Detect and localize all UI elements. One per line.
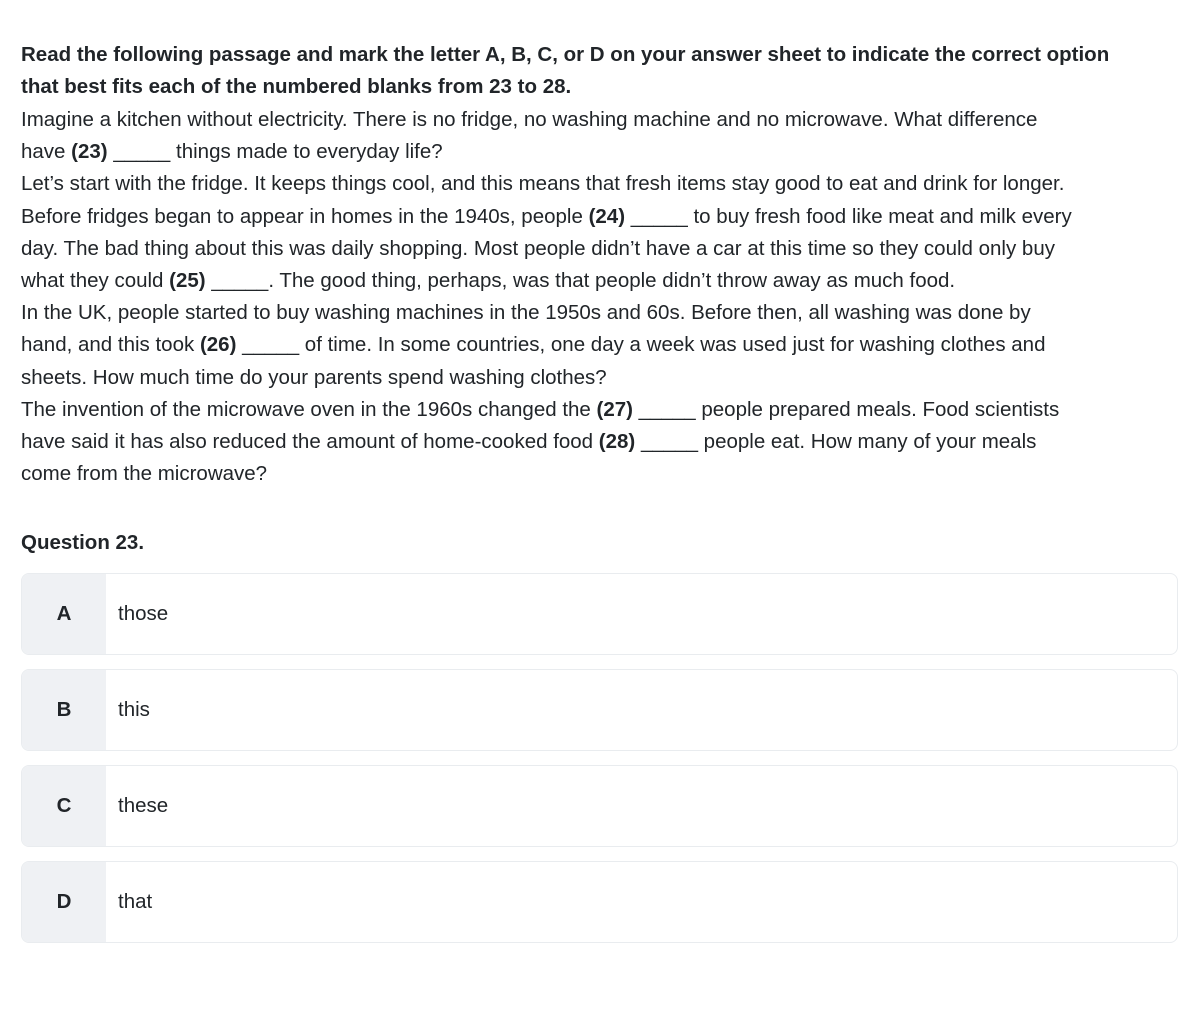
passage-line: Before fridges began to appear in homes in the 1940s, people (24) _____ to buy fresh food like meat and milk every [21, 204, 1072, 228]
option-letter: A [22, 574, 106, 654]
instruction-line-2: that best fits each of the numbered blanks from 23 to 28. [21, 75, 572, 99]
option-text: those [118, 602, 169, 625]
blank-number-26: (26) [199, 333, 237, 357]
blank-number-28: (28) [598, 430, 636, 454]
passage-line: day. The bad thing about this was daily shopping. Most people didn’t have a car at this time so they could only buy [21, 236, 1055, 260]
option-text: these [118, 794, 169, 817]
instruction-line-1: Read the following passage and mark the letter A, B, C, or D on your answer sheet to indicate the correct option [21, 43, 1110, 66]
question-title: Question 23. [21, 531, 145, 554]
answer-option-c[interactable] [21, 765, 1178, 847]
blank-number-27: (27) [596, 397, 633, 421]
passage-line: sheets. How much time do your parents spend washing clothes? [21, 365, 607, 389]
answer-option-b[interactable] [21, 669, 1178, 751]
answer-option-d[interactable] [21, 861, 1178, 943]
blank-number-24: (24) [588, 204, 626, 228]
passage-line: Imagine a kitchen without electricity. There is no fridge, no washing machine and no microwave. What difference [21, 108, 1038, 131]
blank-number-25: (25) [169, 269, 206, 293]
passage-line: The invention of the microwave oven in the 1960s changed the (27) _____ people prepared meals. Food scientists [21, 397, 1060, 421]
instruction-text [21, 39, 1181, 103]
blank-number-23: (23) [71, 140, 108, 164]
passage-line: what they could (25) _____. The good thing, perhaps, was that people didn’t throw away as much food. [21, 269, 956, 293]
option-text: that [118, 890, 153, 913]
option-text: this [118, 698, 150, 721]
answer-option-a[interactable] [21, 573, 1178, 655]
passage-line: hand, and this took (26) _____ of time. In some countries, one day a week was used just for washing clothes and [21, 333, 1046, 357]
passage-line: come from the microwave? [21, 462, 268, 486]
option-letter: C [22, 766, 106, 846]
reading-passage [21, 104, 1181, 490]
passage-line: have said it has also reduced the amount of home-cooked food (28) _____ people eat. How many of your meals [21, 430, 1037, 454]
option-letter: B [22, 670, 106, 750]
option-letter: D [22, 862, 106, 942]
passage-line: have (23) _____ things made to everyday life? [21, 140, 443, 164]
passage-line: In the UK, people started to buy washing machines in the 1950s and 60s. Before then, all washing was done by [21, 301, 1031, 325]
passage-line: Let’s start with the fridge. It keeps things cool, and this means that fresh items stay good to eat and drink for longer. [21, 172, 1065, 196]
